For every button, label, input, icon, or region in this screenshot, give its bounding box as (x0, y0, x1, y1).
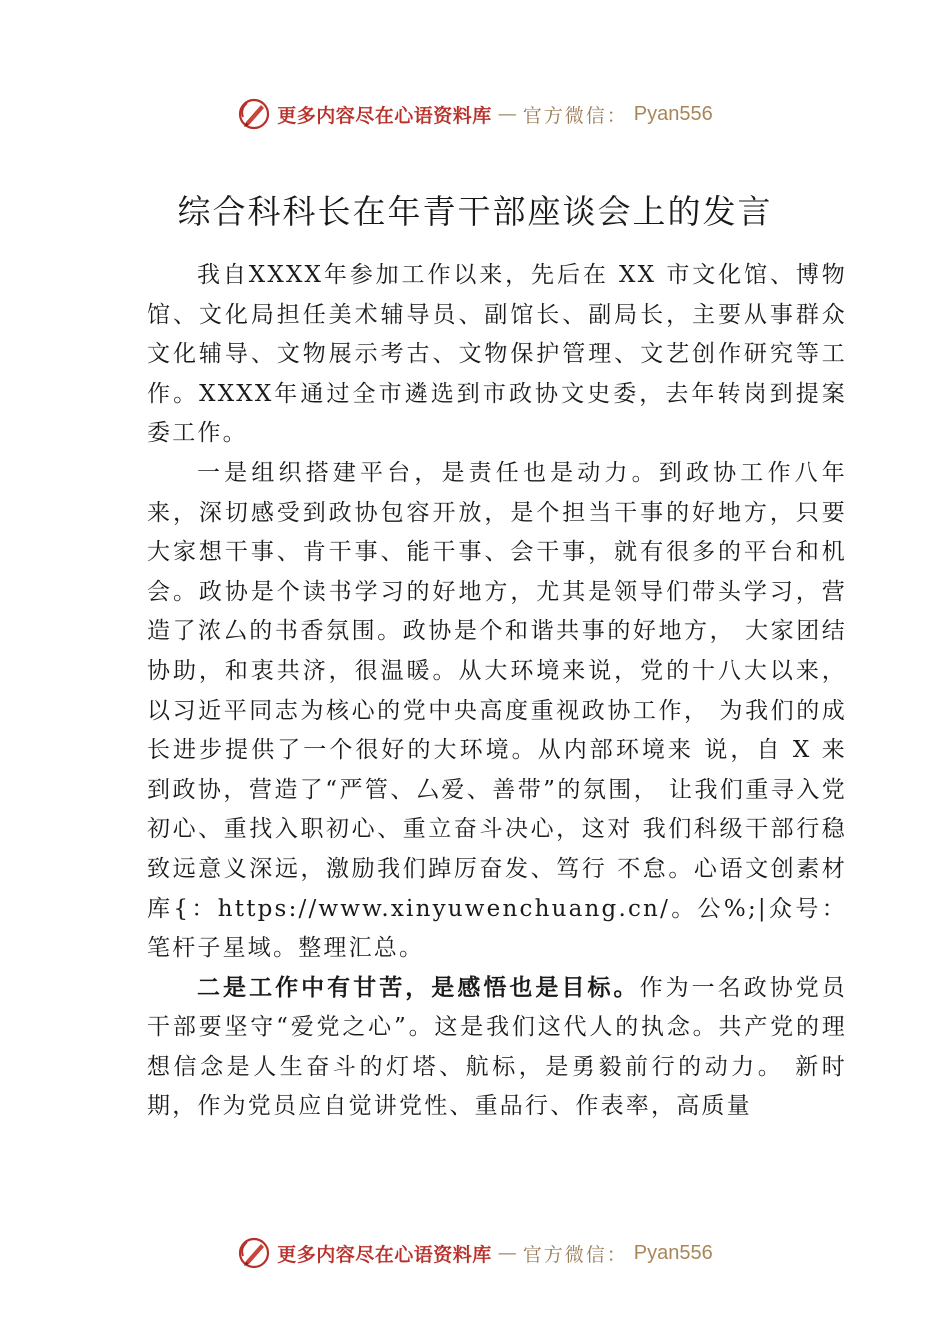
pen-seal-logo-icon (237, 1236, 271, 1270)
footer-brand-text: 更多内容尽在心语资料库 (277, 1243, 492, 1266)
document-title: 综合科科长在年青干部座谈会上的发言 (177, 192, 773, 231)
paragraph-1 (147, 256, 847, 454)
footer-banner (0, 1233, 950, 1273)
paragraph-3 (147, 969, 847, 1127)
footer-separator: — (497, 1242, 517, 1264)
footer-wechat-label: 官方微信： (522, 1243, 628, 1266)
paragraph-2 (147, 454, 847, 969)
paragraph-2-text: 一是组织搭建平台，是责任也是动力。到政协工作八年来，深切感受到政协包容开放，是个担当干事的好地方，只要大家想干事、肯干事、能干事、会干事，就有很多的平台和机会。政协是个读书学习的好地方，尤其是领导们带头学习，营造了浓厶的书香氛围。政协是个和谐共事的好地方， 大家团结协助，和衷共济，很温暖。从大环境来说，党的十八大以来，以习近平同志为核心的党中央高度重视政协工作， 为我们的成长进步提供了一个很好的大环境。从内部环境来 说，自 X 来到政协，营造了“严管、厶爱、善带”的氛围， 让我们重寻入党初心、重找入职初心、重立奋斗决心，这对 我们科级干部行稳致远意义深远，激励我们踔厉奋发、笃行 不怠。心语文创素材库{：https://www.xinyuwenchuang.cn/。公%;|众号：笔杆子星域。整理汇总。 (147, 459, 847, 962)
banner-brand-text: 更多内容尽在心语资料库 (277, 104, 492, 127)
paragraph-3-lead: 二是工作中有甘苦，是感悟也是目标。 (197, 974, 640, 1001)
banner-wechat-id: Pyan556 (633, 102, 713, 125)
header-banner (0, 94, 950, 134)
banner-separator: — (497, 103, 517, 125)
paragraph-3-text: 作为一名政协党员干部要坚守“爱党之心”。这是我们这代人的执念。共产党的理想信念是人生奋斗的灯塔、航标，是勇毅前行的动力。 新时期，作为党员应自觉讲党性、重品行、作表率，高质量 (147, 974, 847, 1120)
banner-wechat-label: 官方微信： (522, 104, 628, 127)
document-body (147, 256, 847, 1127)
footer-wechat-id: Pyan556 (633, 1241, 713, 1264)
paragraph-1-text: 我自XXXX年参加工作以来，先后在 XX 市文化馆、博物馆、文化局担任美术辅导员、副馆长、副局长，主要从事群众文化辅导、文物展示考古、文物保护管理、文艺创作研究等工作。XXXX年通过全市遴选到市政协文史委，去年转岗到提案委工作。 (147, 262, 847, 447)
pen-seal-logo-icon (237, 97, 271, 131)
